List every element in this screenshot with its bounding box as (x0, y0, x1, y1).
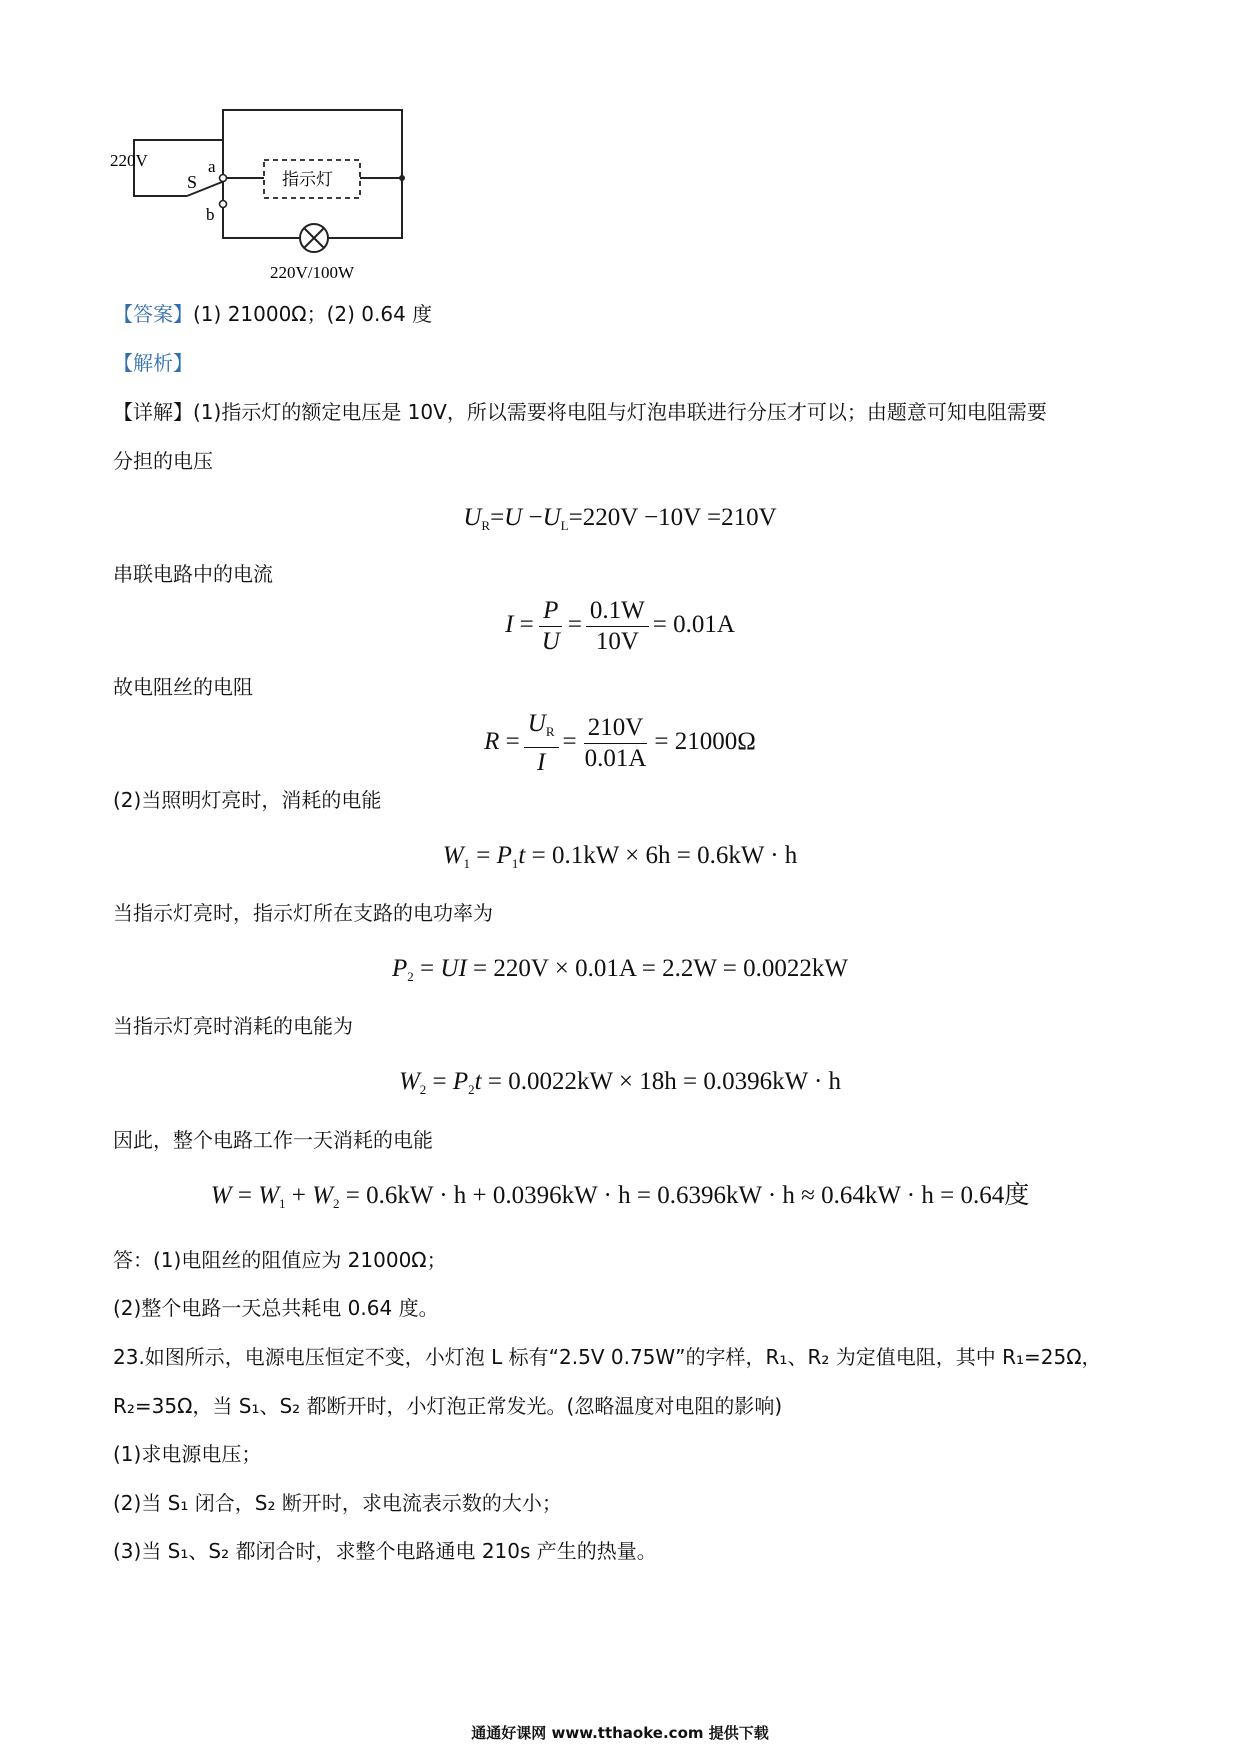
contact-a-label: a (208, 157, 216, 176)
conclusion-1: 答：(1)电阻丝的阻值应为 21000Ω； (113, 1248, 447, 1272)
answer-text: (1) 21000Ω；(2) 0.64 度 (193, 302, 433, 326)
text-lighting: (2)当照明灯亮时，消耗的电能 (113, 788, 382, 812)
detail-line-2: 分担的电压 (113, 449, 213, 473)
text-series-current: 串联电路中的电流 (113, 562, 273, 586)
answer-line (113, 300, 432, 328)
contact-b-label: b (206, 205, 215, 224)
conclusion-2: (2)整个电路一天总共耗电 0.64 度。 (113, 1296, 439, 1320)
equation-p2: $P_2$ = UI = 220V × 0.01A = 2.2W = 0.0022kW (392, 955, 848, 984)
lamp-label: 220V/100W (270, 263, 355, 282)
question-23-line-2: R₂=35Ω，当 S₁、S₂ 都断开时，小灯泡正常发光。(忽略温度对电阻的影响) (113, 1394, 783, 1418)
equation-resistance: R = $\frac{U_R}{I}$ = $\frac{210V}{0.01A}$ = 21000Ω (484, 710, 756, 776)
source-voltage-label: 220V (110, 151, 148, 170)
equation-total: $W = W_1 + W_2 = 0.6kW \cdot h + 0.0396kW \cdot h = 0.6396kW \cdot h \approx 0.64kW \cdot h = 0.64$度 (210, 1182, 1030, 1211)
question-23-sub-1: (1)求电源电压； (113, 1442, 262, 1466)
analysis-tag: 【解析】 (113, 351, 193, 375)
detail-line-1 (113, 398, 1047, 426)
equation-voltage: $U_R=U -U_L=220V -10V =210V$ (463, 504, 777, 533)
question-23-sub-2: (2)当 S₁ 闭合，S₂ 断开时，求电流表示数的大小； (113, 1491, 562, 1515)
equation-w1: $W_1 = P_1t = 0.1kW \times 6h = 0.6kW \cdot h$ (442, 842, 798, 871)
question-23-sub-3: (3)当 S₁、S₂ 都闭合时，求整个电路通电 210s 产生的热量。 (113, 1539, 657, 1563)
detail-tag: 【详解】 (113, 400, 193, 424)
switch-label: S (187, 172, 198, 192)
detail-text: (1)指示灯的额定电压是 10V，所以需要将电阻与灯泡串联进行分压才可以；由题意可知电阻需要 (193, 400, 1047, 424)
equation-w2: $W_2 = P_2t = 0.0022kW \times 18h = 0.0396kW \cdot h$ (398, 1068, 842, 1097)
text-total: 因此，整个电路工作一天消耗的电能 (113, 1128, 433, 1152)
equation-current: I = $\frac{P}{U}$ = $\frac{0.1W}{10V}$ = 0.01A (505, 597, 735, 655)
text-indicator-power: 当指示灯亮时，指示灯所在支路的电功率为 (113, 901, 493, 925)
text-resistance: 故电阻丝的电阻 (113, 675, 253, 699)
answer-tag: 【答案】 (113, 302, 193, 326)
circuit-diagram (110, 100, 430, 285)
page-footer: 通通好课网 www.tthaoke.com 提供下载 (471, 1724, 769, 1742)
text-indicator-energy: 当指示灯亮时消耗的电能为 (113, 1014, 353, 1038)
indicator-box-label: 指示灯 (282, 170, 333, 190)
question-23-line-1: 23.如图所示，电源电压恒定不变，小灯泡 L 标有“2.5V 0.75W”的字样，R₁、R₂ 为定值电阻，其中 R₁=25Ω， (113, 1345, 1102, 1369)
